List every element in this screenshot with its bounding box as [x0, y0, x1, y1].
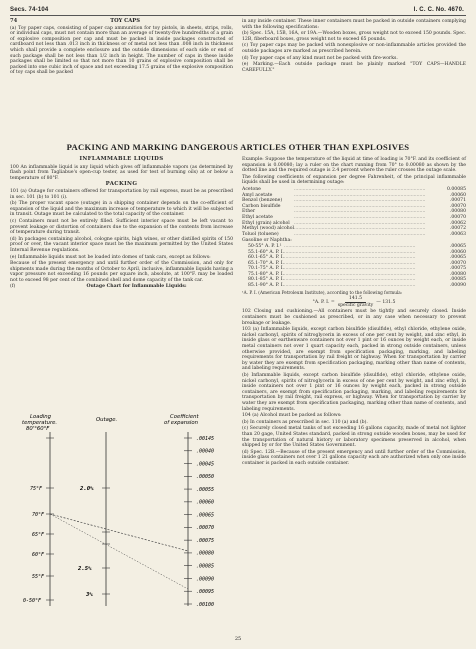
coefficient-label: .00100	[196, 601, 215, 608]
chart-header-coef: Coefficient	[170, 414, 199, 420]
left-column	[10, 157, 233, 290]
liquid-coef-value: .00062	[449, 220, 466, 226]
liquid-coef-leader: ..........................................................................................	[293, 220, 426, 226]
gasoline-coef-name: 80.1-85° A. P. I.	[248, 277, 284, 283]
liquid-coef-name: Carbon bisulfide	[242, 203, 281, 209]
liquid-coef-leader: ..........................................................................................	[293, 214, 426, 220]
liquid-coef-value: .00060	[449, 192, 466, 198]
liquid-coef-row	[242, 232, 466, 238]
right-column	[242, 157, 466, 467]
coefficient-label: .00050	[196, 474, 215, 481]
gasoline-coef-leader: ..........................................................................................	[283, 283, 416, 289]
chart-header-loading: Loading	[30, 414, 51, 420]
gasoline-title: Gasoline or Naphtha:	[242, 238, 292, 244]
para-100: 100 An inflammable liquid is any liquid which gives off inflammable vapors (as determined by flash point from Tagliabue's open-cup tester, as used for test of burning oils) at or below a temperature of 80°F.	[10, 164, 233, 181]
liquid-coef-name: Ethyl acetate	[242, 214, 273, 220]
liquid-coef-leader: ..........................................................................................	[293, 226, 426, 232]
toy-caps-para-e: (e) Marking.—Each outside package must be plainly marked "TOY CAPS—HANDLE CAREFULLY."	[242, 62, 466, 73]
toy-caps-para-d: (d) Toy paper caps of any kind must not be packed with fire-works.	[242, 55, 398, 61]
liquid-coef-leader: ..........................................................................................	[293, 203, 426, 209]
coefficient-label: .00080	[196, 550, 215, 557]
main-title: PACKING AND MARKING DANGEROUS ARTICLES OTHER THAN EXPLOSIVES	[66, 142, 410, 152]
gasoline-coef-value: .00090	[449, 283, 466, 289]
coefficient-label: .00095	[196, 589, 215, 596]
toy-caps-para-cont: in any inside container. These inner containers must be packed in outside containers complying with the following specifications:	[242, 19, 466, 30]
coefficient-label: .00145	[196, 435, 215, 442]
coefficient-label: .00085	[196, 563, 215, 570]
gasoline-coef-leader: ..........................................................................................	[283, 249, 416, 255]
liquid-coef-name: Ethyl (grain) alcohol	[242, 220, 290, 226]
temp-label-60: 60°F	[32, 552, 45, 558]
para-102: 102 Closing and cushioning.—All containers must be tightly and securely closed. Inside containers must be cushioned as prescribed, or in any case when necessary to prevent breakage or leakage.	[242, 309, 466, 326]
coefficient-label: .00075	[196, 537, 215, 544]
gasoline-coef-value: .00080	[449, 271, 466, 277]
gasoline-coef-value: .00085	[449, 277, 466, 283]
chart-header-coef2: of expansion	[164, 420, 198, 426]
temp-label-65: 65°F	[32, 532, 45, 538]
liquid-coef-value: .00071	[449, 198, 466, 204]
gasoline-coef-name: 65.1-70° A. P. I.	[248, 260, 284, 266]
gasoline-coef-leader: ..........................................................................................	[283, 266, 416, 272]
gasoline-coef-row	[242, 283, 466, 289]
coefficient-label: .00070	[196, 525, 215, 532]
top-right-column	[242, 19, 466, 74]
liquid-coef-value: .00070	[449, 203, 466, 209]
gasoline-coef-leader: ..........................................................................................	[283, 255, 416, 261]
coefficient-label: .00065	[196, 512, 215, 519]
liquid-coef-value: .00072	[449, 226, 466, 232]
gasoline-coef-value: .00065	[449, 255, 466, 261]
gasoline-coef-name: 70.1-75° A. P. I.	[248, 266, 284, 272]
para-101e: (e) Inflammable liquids must not be loaded into domes of tank cars, except as follows:	[10, 254, 211, 260]
liquid-coef-leader: ..........................................................................................	[293, 231, 426, 237]
coefficient-label: .00040	[196, 448, 215, 455]
para-103b: (b) Inflammable liquids, except carbon bisulfide (disulfide), ethyl chloride, ethylene oxide, nickel carbonyl, spirits of nitroglycerin in excess of one per cent by weight, and zinc ethyl, in inside containers not over 1 pint or 16 ounces by weight each, packed in strong outside containers, are exempt from specification packaging, marking, and labeling requirements for transportation by rail freight, rail express, or highway. When for transportation by carrier by water they are exempt from specification packaging, marking other than name of contents, and labeling requirements.	[242, 372, 466, 412]
gasoline-coef-leader: ..........................................................................................	[283, 243, 416, 249]
formula-rhs: — 131.5	[376, 299, 396, 305]
gasoline-coef-value: .00070	[449, 260, 466, 266]
para-104a: 104 (a) Alcohol must be packed as follows:	[242, 413, 342, 419]
gasoline-coef-leader: ..........................................................................................	[283, 271, 416, 277]
liquid-coef-leader: ..........................................................................................	[293, 198, 426, 204]
liquid-coef-name: Ether	[242, 209, 256, 215]
temp-label-55: 55°F	[32, 574, 45, 580]
para-104b: (b) In containers as prescribed in sec. 110 (a) and (b).	[242, 419, 368, 425]
formula-denominator: specific gravity	[337, 302, 374, 308]
gasoline-coef-name: 50-55° A. P. I.¹	[248, 243, 282, 249]
section-title: TOY CAPS	[110, 18, 140, 24]
liquid-coef-name: Toluol (toluene)	[242, 231, 279, 237]
para-101b: (b) The proper vacant space (outage) in a shipping container depends on the co-efficient of expansion of the liquid and the maximum increase of temperature to which it will be subjected in transit. Outage must be calculated to the total capacity of the container.	[10, 201, 233, 218]
chart-header-temperature: temperature.	[22, 420, 58, 426]
liquid-coef-value: .00080	[449, 209, 466, 215]
liquid-coef-leader: ..........................................................................................	[293, 186, 426, 192]
para-101d: (d) In packages containing alcohol, cologne spirits, high wines, or other distilled spirits of 150 proof or over, the vacant interior space must be the maximum permitted by the United States Internal Revenue regulations.	[10, 236, 233, 253]
para-104c: (c) Securely closed metal tanks of not exceeding 16 gallons capacity, made of metal not lighter than 20 gage, United States standard, packed in strong outside wooden boxes, may be used for the transportation of natural history or laboratory specimens preserved in alcohol, when shipped by or for the United States Government.	[242, 426, 466, 449]
example-line-2	[50, 514, 188, 589]
top-left-column	[10, 19, 233, 77]
liquid-coef-value: .00070	[449, 214, 466, 220]
gasoline-coef-value: .00060	[449, 249, 466, 255]
para-101c: (c) Containers must not be entirely filled. Sufficient interior space must be left vacant to prevent leakage or distortion of containers due to the expansion of the contents from increase of temperature during transit.	[10, 218, 233, 236]
header-rule	[10, 15, 466, 16]
coefficient-ticks	[184, 436, 214, 608]
gasoline-coef-value: .00065	[449, 243, 466, 249]
outage-chart-svg	[10, 410, 233, 610]
toy-caps-para-a: (a) Toy paper caps, consisting of paper cap ammunition for toy pistols, in sheets, strips, rolls, or individual caps, must not contain more than an average of twenty-five hundredths of a grain of explosive composition per cap and must be packed in inside packages constructed of cardboard not less than .013 inch in thickness or of metal not less than .008 inch in thickness which shall provide a complete enclosure and the outside dimensions of each side or end of such package shall be not less than 1/2 inch in height. The number of caps in these inside packages shall be limited so that not more than 10 grains of explosive composition shall be packed into one cubic inch of space and not exceeding 17.5 grains of the explosive composition of toy caps shall be packed	[10, 25, 233, 76]
temp-label-75: 75°F	[30, 486, 43, 492]
gasoline-coef-leader: ..........................................................................................	[283, 277, 416, 283]
chart-caption: Outage Chart for Inflammable Liquids:	[86, 284, 187, 290]
coefficient-table	[242, 187, 466, 237]
coefficient-label: .00060	[196, 499, 215, 506]
liquid-coef-value: .00063	[449, 231, 466, 237]
gasoline-coef-name: 85.1-90° A. P. I.	[248, 283, 284, 289]
para-104d: (d) Spec. 12B.—Because of the present emergency and until further order of the Commission, inside glass containers not over 1 21 gallons capacity each are authorized when only one inside container is packed in each outside container.	[242, 449, 466, 466]
gasoline-table	[242, 244, 466, 289]
para-101f-label: (f)	[10, 284, 16, 290]
toy-caps-para-b: (b) Spec. 15A, 15B, 16A, or 19A.—Wooden boxes, gross weight not to exceed 150 pounds. Spec. 12B, fiberboard boxes, gross weight not to exceed 65 pounds.	[242, 31, 466, 42]
gasoline-coef-value: .00075	[449, 266, 466, 272]
para-101e-emergency: Because of the present emergency and until further order of the Commission, and only for shipments made during the months of October to April, inclusive, inflammable liquids having a vapor pressure not exceeding 16 pounds per square inch, absolute, at 100°F. may be loaded not to exceed 98 per cent of the combined shell and dome capacity of the tank car.	[10, 261, 233, 283]
api-formula	[242, 296, 466, 308]
example-para: Example: Suppose the temperature of the liquid at time of loading is 70°F. and its coefficient of expansion is 0.00080; lay a ruler on the chart running from 70° to 0.00080 as shown by the dotted line and the required outage is 2.4 percent where the ruler crosses the outage scale.	[242, 157, 466, 174]
formula-lhs: °A. P. I. =	[312, 299, 335, 305]
coef-intro: The following coefficients of expansion per degree Fahrenheit, of the principal inflammable liquids shall be used in determining outage:	[242, 174, 466, 186]
para-103a: 103 (a) Inflammable liquids, except carbon bisulfide (disulfide), ethyl chloride, ethylene oxide, nickel carbonyl, spirits of nitroglycerin in excess of one per cent by weight, and zinc ethyl, in inside glass or earthenware containers not over 1 pint or 16 ounces by weight each, or inside metal containers not over 1 quart capacity each, packed in strong outside containers, unless otherwise provided, are exempt from specification packaging, marking, and labeling requirements for transportation by rail freight or highway. When for transportation by carrier by water they are exempt from specification packaging, marking other than name of contents, and labeling requirements.	[242, 327, 466, 372]
chart-header-temp-unit: 80'°60°F	[26, 426, 50, 432]
coefficient-label: .00090	[196, 576, 215, 583]
outage-label-3: 3%	[86, 592, 93, 598]
chart-header-outage: Outage.	[96, 417, 118, 423]
toy-caps-para-c: (c) Toy paper caps may be packed with nonexplosive or non-inflammable articles provided the outside packages are marked as prescribed herein.	[242, 43, 466, 54]
gasoline-coef-leader: ..........................................................................................	[283, 260, 416, 266]
example-dotted-line	[50, 514, 188, 551]
liquid-coef-leader: ..........................................................................................	[293, 192, 426, 198]
formula-numerator: 141.5	[345, 296, 366, 303]
gasoline-coef-name: 60.1-65° A. P. I.	[248, 255, 284, 261]
gasoline-coef-name: 55.1-60° A. P. I.	[248, 249, 284, 255]
packing-title: PACKING	[105, 181, 138, 188]
api-footnote: ¹A. P. I. (American Petroleum Institute), according to the following formula:	[242, 289, 403, 295]
liquid-coef-name: Amyl acetate	[242, 192, 273, 198]
section-number: 74	[10, 18, 18, 24]
liquid-coef-name: Benzol (benzene)	[242, 198, 283, 204]
temp-label-70: 70°F	[32, 512, 45, 518]
outage-label-2-5: 2.5%	[78, 566, 92, 572]
gasoline-coef-name: 75.1-80° A. P. I.	[248, 271, 284, 277]
outage-chart	[10, 410, 233, 610]
liquid-coef-leader: ..........................................................................................	[293, 209, 426, 215]
outage-label-2: 2.0%	[80, 486, 94, 492]
temp-label-50: 0-50°F	[23, 598, 42, 604]
header-left: Secs. 74-104	[10, 7, 49, 13]
coefficient-label: .00045	[196, 461, 215, 468]
coefficient-label: .00055	[196, 486, 215, 493]
header-right: I. C. C. No. 4670.	[413, 7, 464, 13]
liquid-coef-name: Acetone	[242, 186, 261, 192]
liquid-coef-name: Methyl (wood) alcohol	[242, 226, 294, 232]
page-number: 25	[234, 636, 242, 642]
inflammable-subtitle: INFLAMMABLE LIQUIDS	[79, 156, 164, 162]
para-101a: 101 (a) Outage for containers offered for transportation by rail express, must be as prescribed in sec. 101 (b) to 101 (i).	[10, 188, 233, 200]
liquid-coef-value: 0.00085	[447, 186, 466, 192]
